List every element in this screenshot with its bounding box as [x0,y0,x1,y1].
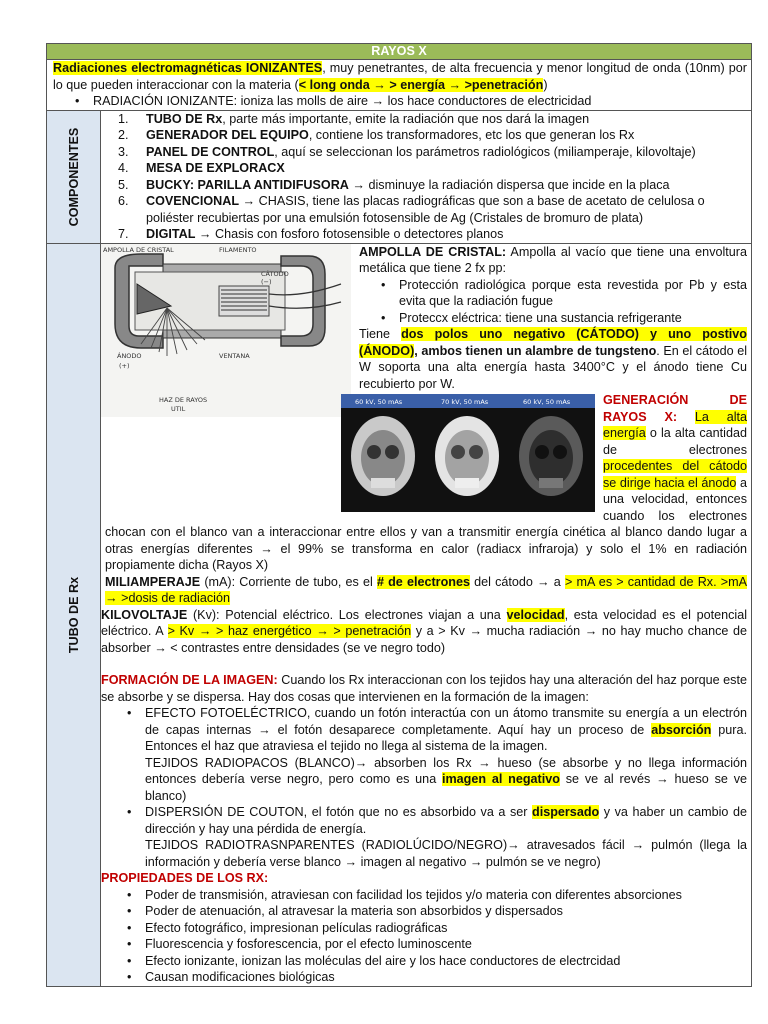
propiedad-item: • Poder de atenuación, al atravesar la materia son absorbidos y dispersados [127,903,747,920]
intro-highlight-1: Radiaciones electromagnéticas IONIZANTES [53,61,323,75]
label-ampolla: AMPOLLA DE CRISTAL [103,245,174,254]
label-minus: (−) [261,277,272,286]
formacion-paragraph [101,672,747,705]
intro-bullet: • RADIACIÓN IONIZANTE: ioniza las molls de aire → los hace conductores de electricidad [75,93,747,110]
miliamperaje-heading: MILIAMPERAJE [105,574,201,589]
intro-text-2: ) [543,77,548,92]
mil-text-2: del cátodo → a [469,574,565,589]
component-item: 1. TUBO DE Rx, parte más importante, emite la radiación que nos dará la imagen [132,111,747,128]
gen-text-2: a una velocidad, entonces cuando los electrones chocan con el blanco van a interaccionar entre ellos y van a transmitir energía cinética al blanco dando lugar a otras energías diferentes → el 99% se transforma en calor (radiacx infraroja) y solo el 1% en radiación propiamente dicha (Rayos X) [105,475,747,572]
tubo-label: TUBO DE Rx [66,576,81,653]
intro-row [47,60,752,111]
component-item: 4. MESA DE EXPLORACX [132,160,747,177]
radiotransparentes-text: TEJIDOS RADIOTRASNPARENTES (RADIOLÚCIDO/NEGRO)→ atravesados fácil → pulmón (llega la información y debería verse blanco → imagen al negativo → pulmón se ve negro) [145,838,747,869]
ampolla-bullet: • Protección radiológica porque esta revestida por Pb y esta evita que la radiación fugue [381,277,747,310]
radiopacos-text: TEJIDOS RADIOPACOS (BLANCO)→ absorben los Rx → hueso (se absorbe y no llega información entonces debería verse negro, pero como es una [145,755,747,786]
polos-highlight: dos polos uno negativo (CÁTODO) y uno postivo (ÁNODO) [359,327,747,358]
kilovoltaje-paragraph [101,607,747,657]
kil-text-3: y a > Kv → mucha radiación → no hay mucho chance de absorber → < contrastes entre densidades (se ve negro todo) [101,624,748,655]
components-row [47,110,752,243]
kil-highlight-2: > Kv → > haz energético → > penetración [167,624,412,638]
dispersion-bullet: • DISPERSIÓN DE COUTON, el fotón que no es absorbido va a ser dispersado y va haber un cambio de dirección y hay una pérdida de energía. TEJIDOS RADIOTRASNPARENTES (RADIOLÚCIDO/NEGRO)→ atravesados fácil → pulmón (llega la información y debería verse blanco → imagen al negativo → pulmón se ve negro) [127,804,747,870]
mil-highlight-1: # de electrones [376,574,470,589]
generacion-heading: GENERACIÓN DE RAYOS X: [603,393,747,424]
fotoelectrico-bullet: • EFECTO FOTOELÉCTRICO, cuando un fotón interactúa con un átomo transmite su energía a un electrón de capas internas → el fotón desaparece completamente. Aquí hay un proceso de absorción pura. Entonces el haz que atraviesa el tejido no llega al sistema de la imagen. TEJIDOS RADIOPACOS (BLANCO)→ absorben los Rx → hueso (se absorbe y no llega información entonces debería verse negro, pero como es una imagen al negativo se ve al revés → hueso se ve blanco) [127,705,747,804]
form-text: Cuando los Rx interaccionan con los tejidos hay una alteración del haz porque este se absorbe y se dispersa. Hay dos cosas que intervienen en la formación de la imagen: [101,673,747,704]
kilovoltaje-heading: KILOVOLTAJE [101,607,188,622]
intro-cell [47,60,752,111]
component-item: 6. COVENCIONAL → CHASIS, tiene las placas radiográficas que son a base de acetato de celulosa o poliéster recubiertas por una emulsión fotosensible de Ag (Cristales de bromuro de plata) [132,193,747,226]
xray-tube-illustration [101,244,351,417]
tubo-cell [101,243,752,986]
xray-label-2: 70 kV, 50 mAs [441,398,489,406]
kil-highlight-1: velocidad [506,607,565,622]
polos-bold: , ambos tienen un alambre de tungsteno [414,343,657,358]
label-filamento: FILAMENTO [219,245,257,254]
component-item: 5. BUCKY: PARILLA ANTIDIFUSORA → disminuye la radiación dispersa que incide en la placa [132,177,747,194]
intro-text-1: , muy penetrantes, de alta frecuencia y menor longitud de onda (10nm) por lo que pueden interaccionar con la materia ( [53,61,747,92]
ampolla-text: Ampolla al vacío que tiene una envoltura metálica que tiene 2 fx pp: [359,244,747,275]
tubo-side-cell [47,243,101,986]
component-item: 7. DIGITAL → Chasis con fosforo fotosensible o detectores planos [132,226,747,243]
polos-text-2: . En el cátodo el W soporta una alta energía hasta 3400°C y el ánodo tiene Cu recubierto por W. [359,343,747,391]
propiedades-list [105,887,747,986]
label-catodo: CÁTODO [261,269,289,278]
title-row [47,44,752,60]
ampolla-bullet: • Proteccx eléctrica: tiene una sustancia refrigerante [381,310,747,327]
component-item: 3. PANEL DE CONTROL, aquí se seleccionan los parámetros radiológicos (miliamperaje, kilovoltaje) [132,144,747,161]
radiopacos-text-2: se ve al revés → hueso se ve blanco) [145,772,748,803]
label-ventana: VENTANA [219,351,250,360]
intro-highlight-2: < long onda → > energía → >penetración [298,77,544,92]
document-page [46,43,751,987]
kil-text-2: , esta velocidad es el potencial eléctrico. A [101,607,747,638]
kil-text-1: (Kv): Potencial eléctrico. Los electrones viajan a una [187,607,507,622]
label-haz: HAZ DE RAYOS [159,395,208,404]
propiedad-item: • Efecto fotográfico, impresionan películas radiográficas [127,920,747,937]
propiedad-item: • Efecto ionizante, ionizan las moléculas del aire y los hace conductores de electrcidad [127,953,747,970]
gen-text-1: o la alta cantidad de electrones [603,426,747,457]
components-label: COMPONENTES [66,127,81,226]
skull-xray-images [341,394,595,512]
radiopacos-highlight: imagen al negativo [441,772,560,786]
label-anodo: ÁNODO [117,351,142,360]
label-plus: (+) [119,361,130,370]
formacion-heading: FORMACIÓN DE LA IMAGEN: [101,673,278,687]
tubo-row [47,243,752,986]
mil-highlight-2: > mA es > cantidad de Rx. >mA → >dosis de radiación [105,574,747,605]
propiedad-item: • Fluorescencia y fosforescencia, por el efecto luminoscente [127,936,747,953]
propiedad-item: • Poder de transmisión, atraviesan con facilidad los tejidos y/o materia con diferentes absorciones [127,887,747,904]
propiedades-heading: PROPIEDADES DE LOS RX: [101,871,269,885]
propiedad-item: • Causan modificaciones biológicas [127,969,747,986]
xray-label-3: 60 kV, 50 mAs [523,398,571,406]
gen-highlight-1: La alta energía [603,409,748,440]
components-side-cell [47,110,101,243]
notes-table [46,43,752,987]
label-util: UTIL [171,404,186,413]
mil-text-1: (mA): Corriente de tubo, es el [200,574,377,589]
components-cell [101,110,752,243]
xray-label-1: 60 kV, 50 mAs [355,398,403,406]
xray-tube-diagram [101,244,351,417]
component-item: 2. GENERADOR DEL EQUIPO, contiene los transformadores, etc los que generan los Rx [132,127,747,144]
skull-radiographs [341,394,595,512]
polos-text: Tiene [359,327,402,341]
ampolla-heading: AMPOLLA DE CRISTAL: [359,244,507,259]
components-list [105,111,747,243]
table-title: RAYOS X [47,44,752,60]
gen-highlight-2: procedentes del cátodo se dirige hacia el ánodo [603,459,747,490]
